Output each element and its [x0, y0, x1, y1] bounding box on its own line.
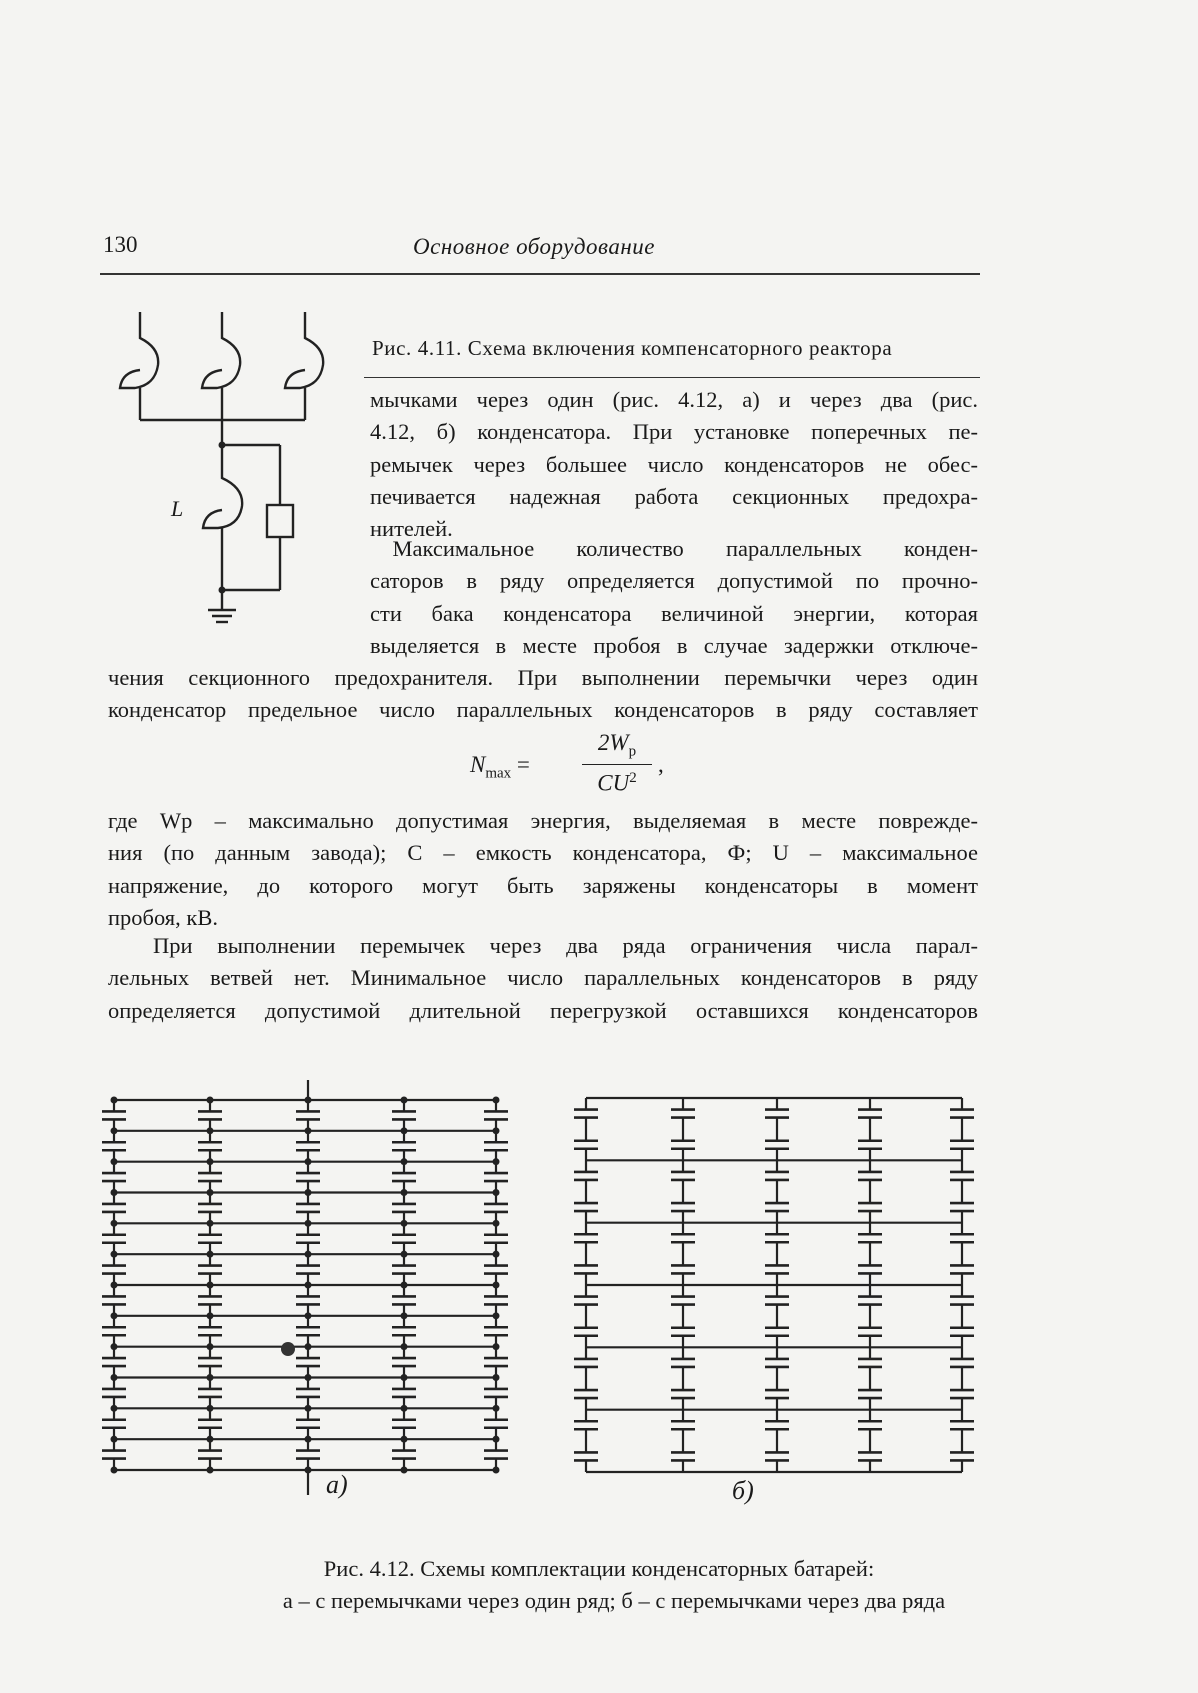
junction-dot: [305, 1436, 312, 1443]
junction-dot: [111, 1251, 118, 1258]
junction-dot: [111, 1220, 118, 1227]
formula-denominator-sup: 2: [629, 770, 637, 786]
junction-dot: [305, 1405, 312, 1412]
text-line: выделяется в месте пробоя в случае задержки отключе-: [370, 632, 978, 658]
junction-dot: [111, 1343, 118, 1350]
text-line: печивается надежная работа секционных предохра-: [370, 483, 978, 509]
junction-dot: [305, 1189, 312, 1196]
junction-dot: [493, 1158, 500, 1165]
junction-dot: [207, 1251, 214, 1258]
text-line: где Wр – максимально допустимая энергия, выделяемая в месте поврежде-: [108, 808, 978, 833]
text-line: лельных ветвей нет. Минимальное число параллельных конденсаторов в ряду: [108, 965, 978, 991]
junction-dot: [493, 1374, 500, 1381]
junction-dot: [111, 1312, 118, 1319]
junction-dot: [207, 1467, 214, 1474]
junction-dot: [493, 1405, 500, 1412]
schematic-b-label: б): [732, 1476, 754, 1505]
junction-dot: [207, 1312, 214, 1319]
junction-dot: [111, 1467, 118, 1474]
text-line: саторов в ряду определяется допустимой по прочно-: [370, 568, 978, 594]
junction-dot: [493, 1251, 500, 1258]
junction-dot: [111, 1374, 118, 1381]
junction-dot: [401, 1189, 408, 1196]
junction-dot: [305, 1251, 312, 1258]
junction-dot: [493, 1467, 500, 1474]
document-page: 130 Основное оборудование L Рис. 4.11. Схема включения компенсаторного реактора мычками через один (рис. 4.12, а) и через два (рис. 4.12, б) конденсатора. При установке поперечных пе- ремычек через большее число конденсаторов не обес- печивается надежная работа секционных предохра- нителей. Максимальное количество параллельных конден- саторов в ряду определяется допустимой по прочно- сти бака конденсатора величиной энергии, которая выделяется в месте пробоя в случае задержки отключе- чения секционного предохранителя. При выполнении перемычки через один конденсатор предельное число параллельных конденсаторов в ряду составляет $N_{max}$ = $2W_р$ $CU^2$ , где Wр – максимально допустимая энергия, выделяемая в месте поврежде- ния (по данным завода); С – емкость конденсатора, Ф; U – максимальное напряжение, до которого могут быть заряжены конденсаторы в момент пробоя, кВ. При выполнении перемычек через два ряда ограничения числа парал- лельных ветвей нет. Минимальное число параллельных конденсаторов в ряду определяется допустимой длительной перегрузкой оставшихся конденсаторов а) б) Рис. 4.12. Схемы комплектации конденсаторных батарей: а – с перемычками через один ряд; б – с перемычками через два ряда: [0, 0, 1198, 1693]
ink-blot: [281, 1342, 295, 1356]
junction-dot: [401, 1343, 408, 1350]
schematic-b-jumpers-every-two-rows: [574, 1098, 974, 1472]
text-line: ния (по данным завода); С – емкость конденсатора, Ф; U – максимальное: [108, 840, 978, 866]
junction-dot: [111, 1282, 118, 1289]
schematic-a-label: а): [326, 1470, 348, 1499]
schematic-a-jumpers-every-row: [102, 1080, 508, 1495]
junction-dot: [401, 1127, 408, 1134]
junction-dot: [493, 1343, 500, 1350]
text-line: пробоя, кВ.: [108, 904, 218, 930]
junction-dot: [305, 1220, 312, 1227]
junction-dot: [493, 1282, 500, 1289]
text-line: 4.12, б) конденсатора. При установке поперечных пе-: [370, 419, 978, 445]
junction-dot: [305, 1312, 312, 1319]
junction-dot: [401, 1436, 408, 1443]
text-line: нителей.: [370, 516, 453, 542]
formula-numerator: 2W: [597, 730, 629, 755]
junction-dot: [401, 1158, 408, 1165]
junction-dot: [305, 1282, 312, 1289]
junction-dot: [305, 1158, 312, 1165]
junction-dot: [401, 1097, 408, 1104]
junction-dot: [493, 1097, 500, 1104]
junction-dot: [401, 1312, 408, 1319]
page-number: 130: [103, 232, 138, 257]
junction-dot: [493, 1312, 500, 1319]
junction-dot: [305, 1374, 312, 1381]
junction-dot: [207, 1343, 214, 1350]
formula-numerator-sub: р: [628, 743, 637, 760]
junction-dot: [493, 1436, 500, 1443]
junction-dot: [111, 1097, 118, 1104]
junction-dot: [401, 1282, 408, 1289]
junction-dot: [207, 1127, 214, 1134]
text-line: чения секционного предохранителя. При выполнении перемычки через один: [108, 665, 978, 690]
formula-denominator: CU: [597, 770, 630, 796]
junction-dot: [401, 1467, 408, 1474]
junction-dot: [401, 1251, 408, 1258]
junction-dot: [305, 1343, 312, 1350]
junction-dot: [111, 1127, 118, 1134]
junction-dot: [401, 1220, 408, 1227]
junction-dot: [401, 1405, 408, 1412]
formula-lhs-sub: max: [485, 765, 512, 782]
junction-dot: [111, 1436, 118, 1443]
junction-dot: [207, 1282, 214, 1289]
figure-4-12-caption-line2: а – с перемычками через один ряд; б – с перемычками через два ряда: [282, 1588, 946, 1613]
junction-dot: [111, 1405, 118, 1412]
text-line: сти бака конденсатора величиной энергии, которая: [370, 600, 978, 626]
formula-lhs: N: [470, 752, 486, 777]
junction-dot: [493, 1220, 500, 1227]
running-header-title: Основное оборудование: [413, 234, 655, 259]
text-line: При выполнении перемычек через два ряда ограничения числа парал-: [108, 933, 978, 958]
junction-dot: [493, 1189, 500, 1196]
junction-dot: [401, 1374, 408, 1381]
text-line: мычками через один (рис. 4.12, а) и через два (рис.: [370, 387, 978, 412]
junction-dot: [207, 1158, 214, 1165]
text-line: Максимальное количество параллельных конден-: [370, 536, 978, 561]
junction-dot: [111, 1189, 118, 1196]
junction-dot: [207, 1220, 214, 1227]
text-line: определяется допустимой длительной перегрузкой оставшихся конденсаторов: [108, 997, 978, 1023]
junction-dot: [207, 1374, 214, 1381]
formula-comma: ,: [658, 752, 664, 777]
junction-dot: [111, 1158, 118, 1165]
reactor-label-l: L: [171, 496, 184, 521]
text-line: ремычек через большее число конденсаторов не обес-: [370, 451, 978, 477]
junction-dot: [493, 1127, 500, 1134]
figure-4-11-caption: Рис. 4.11. Схема включения компенсаторного реактора: [372, 336, 893, 360]
junction-dot: [207, 1405, 214, 1412]
text-line: напряжение, до которого могут быть заряжены конденсаторы в момент: [108, 872, 978, 898]
junction-dot: [207, 1097, 214, 1104]
figure-4-12-caption-line1: Рис. 4.12. Схемы комплектации конденсаторных батарей:: [323, 1556, 875, 1581]
junction-dot: [207, 1189, 214, 1196]
junction-dot: [305, 1127, 312, 1134]
text-line: конденсатор предельное число параллельных конденсаторов в ряду составляет: [108, 697, 978, 723]
junction-dot: [207, 1436, 214, 1443]
